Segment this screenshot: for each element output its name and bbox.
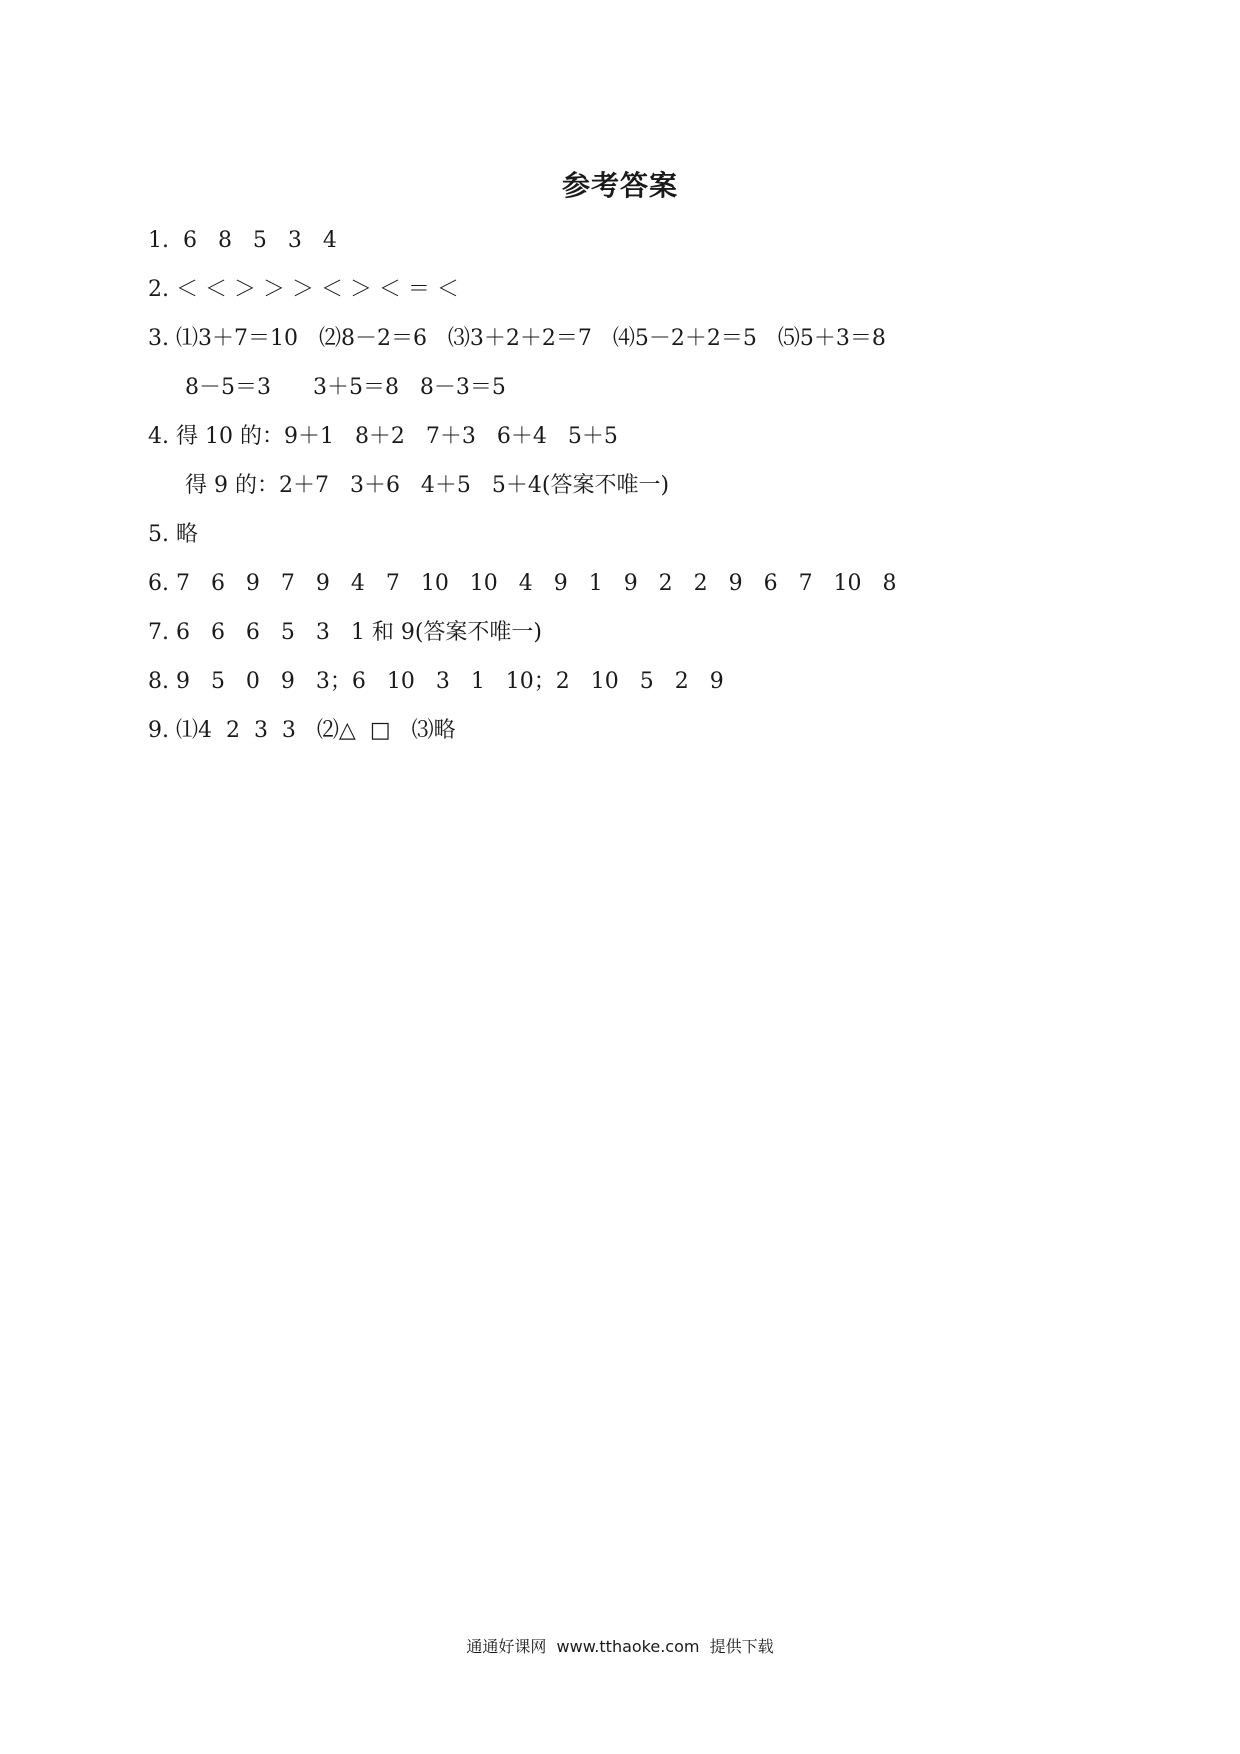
answer-line-1: 1. 6 8 5 3 4: [148, 228, 337, 253]
answer-line-9: 9. ⑴4 2 3 3 ⑵△ □ ⑶略: [148, 718, 456, 743]
answer-line-8: 8. 9 5 0 9 3；6 10 3 1 10；2 10 5 2 9: [148, 669, 724, 694]
answer-line-5: 5. 略: [148, 522, 198, 547]
answer-line-2: 2. ＜ ＜ ＞ ＞ ＞ ＜ ＞ ＜ ＝ ＜: [148, 277, 459, 302]
answer-line-7: 7. 6 6 6 5 3 1 和 9(答案不唯一): [148, 620, 543, 645]
answer-line-3-continued: 8－5＝3 3＋5＝8 8－3＝5: [185, 375, 506, 400]
answer-line-3: 3. ⑴3＋7＝10 ⑵8－2＝6 ⑶3＋2＋2＝7 ⑷5－2＋2＝5 ⑸5＋3＝8: [148, 326, 886, 351]
answer-line-4: 4. 得 10 的：9＋1 8＋2 7＋3 6＋4 5＋5: [148, 424, 618, 449]
answer-line-4-continued: 得 9 的：2＋7 3＋6 4＋5 5＋4(答案不唯一): [185, 473, 670, 498]
footer-text: 通通好课网 www.tthaoke.com 提供下载: [466, 1637, 774, 1656]
page-title: 参考答案: [561, 169, 678, 202]
answer-line-6: 6. 7 6 9 7 9 4 7 10 10 4 9 1 9 2 2 9 6 7 10 8: [148, 571, 897, 596]
